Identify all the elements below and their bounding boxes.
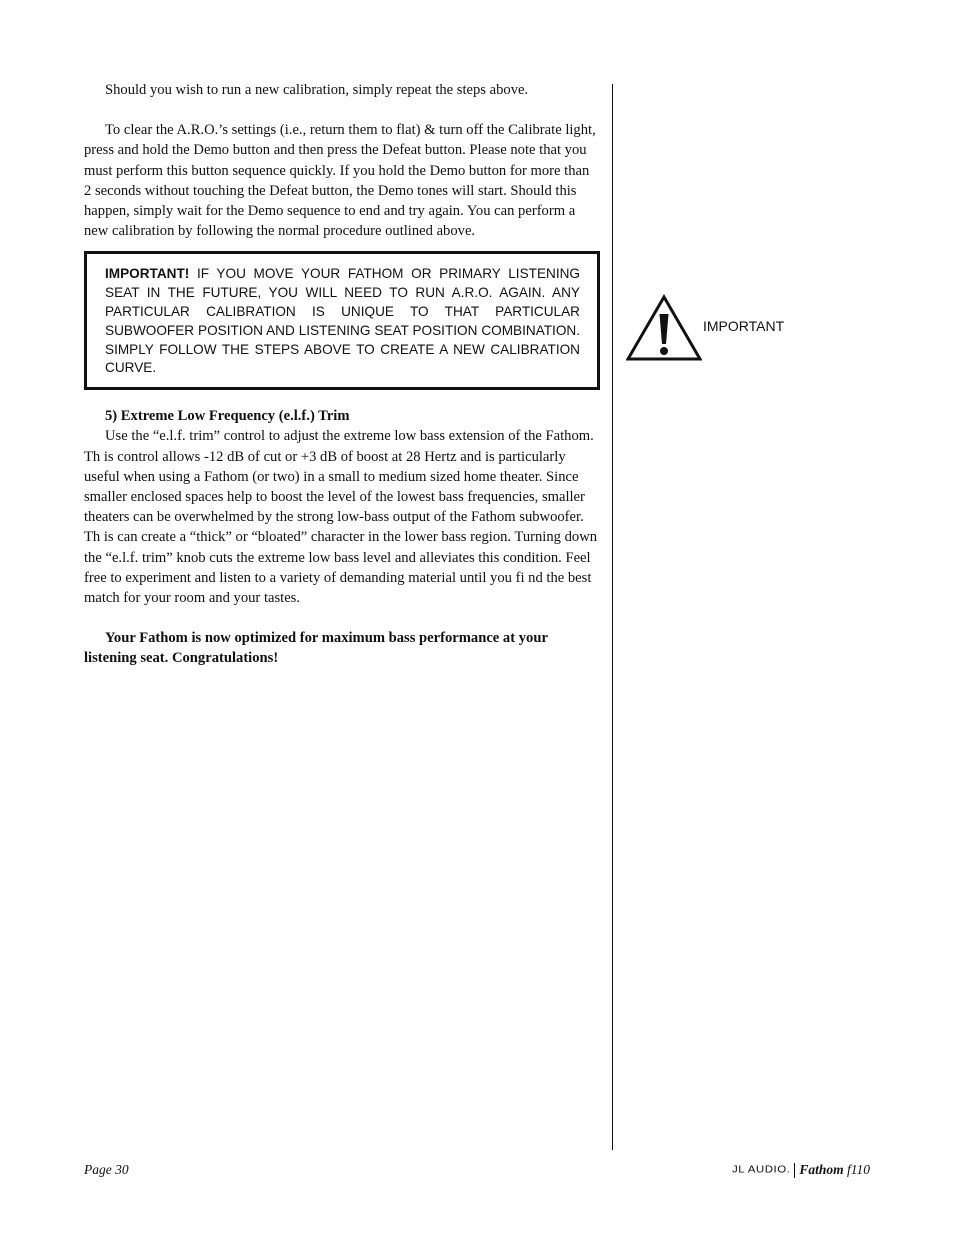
warning-triangle-icon	[626, 294, 702, 362]
column-divider	[612, 84, 613, 1150]
paragraph-gap	[84, 100, 600, 120]
paragraph-gap	[84, 608, 600, 628]
important-notice-body: IF YOU MOVE YOUR FATHOM OR PRIMARY LISTENING SEAT IN THE FUTURE, YOU WILL NEED TO RUN A.R.O. AGAIN. ANY PARTICULAR CALIBRATION IS UNIQUE TO THAT PARTICULAR SUBWOOFER POSITION AND LISTENING SEAT POSITION COMBINATION. SIMPLY FOLLOW THE STEPS ABOVE TO CREATE A NEW CALIBRATION CURVE.	[105, 266, 580, 376]
page-number: Page 30	[84, 1162, 129, 1177]
brand-logo: JL AUDIO.	[731, 1164, 791, 1176]
important-notice-lead: IMPORTANT!	[105, 266, 190, 282]
paragraph-clear-settings: To clear the A.R.O.’s settings (i.e., return them to flat) & turn off the Calibrate light, press and hold the Demo button and then press the Defeat button. Please note that you must perform this button sequence quickly. If you hold the Demo button for more than 2 seconds without touching the Defeat button, the Demo tones will start. Should this happen, simply wait for the Demo sequence to end and try again. You can perform a new calibration by following the normal procedure outlined above.	[84, 122, 596, 240]
important-notice-box	[84, 251, 600, 390]
paragraph-elf-trim: Use the “e.l.f. trim” control to adjust the extreme low bass extension of the Fathom. Th is control allows -12 dB of cut or +3 dB of boost at 28 Hertz and is particularly useful when using a Fathom (or two) in a small to medium sized home theater. Since smaller enclosed spaces help to boost the level of the lowest bass frequencies, smaller theaters can be overwhelmed by the strong low-bass output of the Fathom subwoofer. Th is can create a “thick” or “bloated” character in the lower bass region. Turning down the “e.l.f. trim” knob cuts the extreme low bass level and alleviates this condition. Feel free to experiment and listen to a variety of demanding material until you fi nd the best match for your room and your tastes.	[84, 428, 598, 607]
sidebar-important-label: IMPORTANT	[703, 318, 785, 334]
main-content	[84, 80, 600, 669]
section-heading-elf-trim: 5) Extreme Low Frequency (e.l.f.) Trim	[105, 408, 350, 425]
product-model: f110	[843, 1162, 870, 1177]
footer-brand	[732, 1162, 870, 1178]
product-name: Fathom	[799, 1162, 844, 1177]
brand-separator	[794, 1163, 795, 1178]
product-title	[799, 1162, 870, 1178]
paragraph-recalibration: Should you wish to run a new calibration, simply repeat the steps above.	[105, 82, 529, 98]
paragraph-congratulations: Your Fathom is now optimized for maximum bass performance at your listening seat. Congratulations!	[84, 630, 548, 667]
sidebar-important-note	[626, 294, 826, 364]
